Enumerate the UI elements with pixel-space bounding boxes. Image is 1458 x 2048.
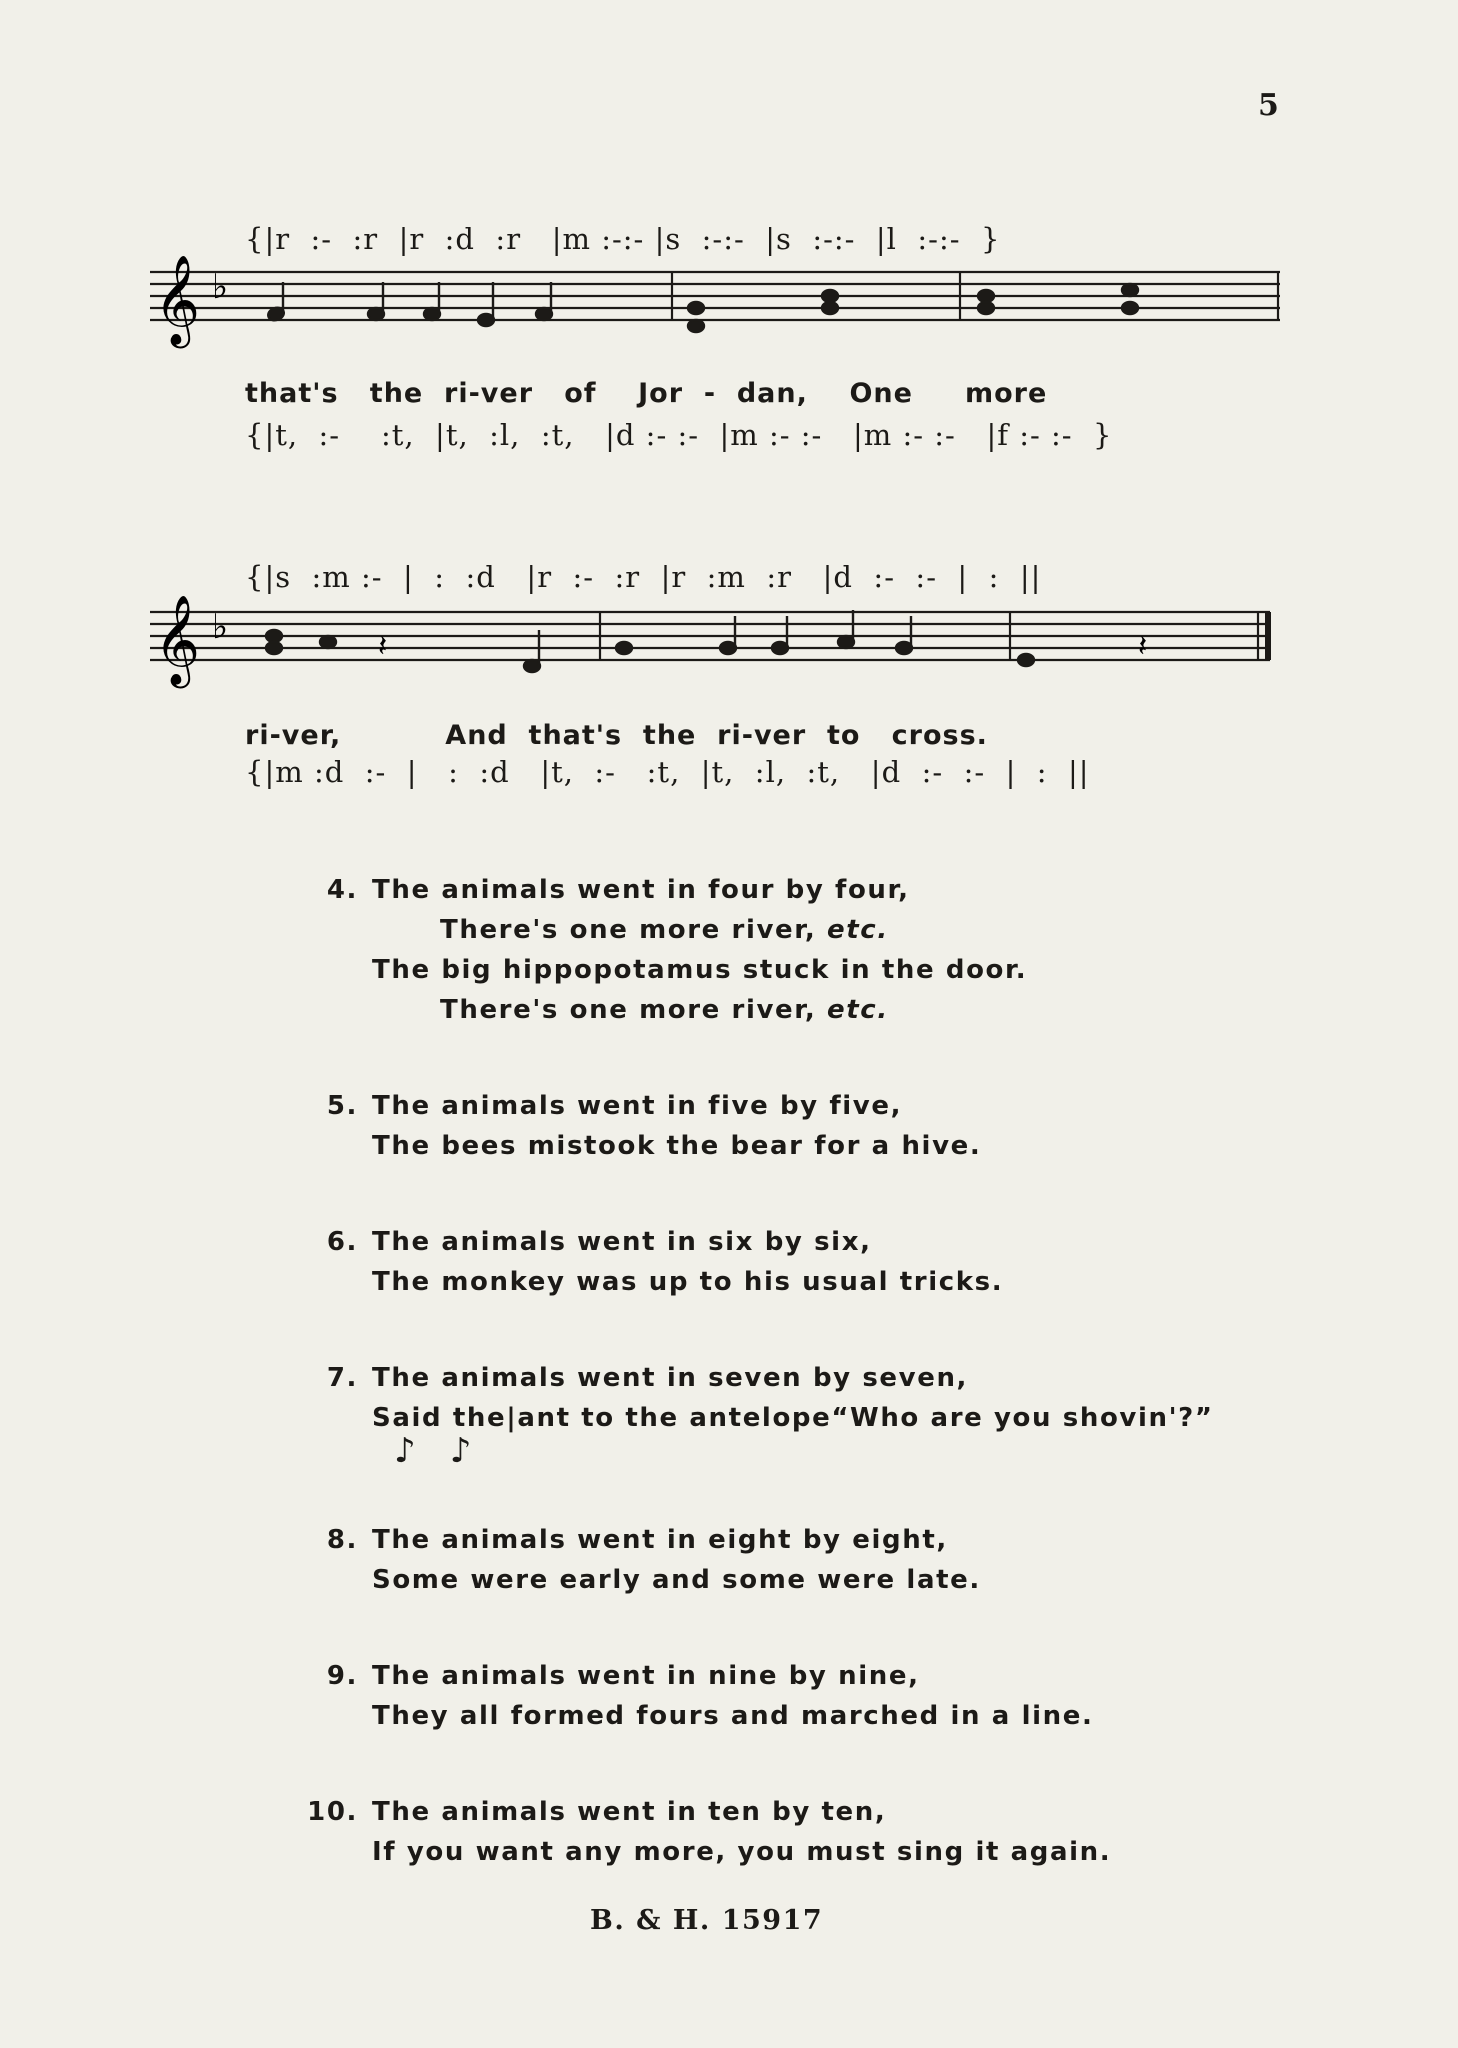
verse-line: The animals went in ten by ten, [372,1797,887,1827]
verse-number: 6. [326,1227,358,1257]
verse-5 [290,1086,1290,1166]
verse-line: The bees mistook the bear for a hive. [372,1131,982,1161]
verse-4 [290,870,1290,1030]
verse-line: The animals went in six by six, [372,1227,872,1257]
eighth-notes-icon: ♪♪ [394,1431,506,1471]
verse-line: The animals went in four by four, [372,875,910,905]
solfa-upper-2: {|s :m :- | : :d |r :- :r |r :m :r |d :- :- | : || [245,560,1042,594]
verse-number: 7. [326,1363,358,1393]
verse-line: Said the|ant to the antelope“Who are you shovin'?” [372,1403,1214,1433]
etc-text: etc. [827,995,889,1025]
refrain-line: There's one more river, [440,915,817,945]
flat-key-signature-icon: ♭ [212,267,229,307]
solfa-upper-1: {|r :- :r |r :d :r |m :-:- |s :-:- |s :-:- |l :-:- } [245,222,1001,256]
verse-line: They all formed fours and marched in a line. [372,1701,1094,1731]
verse-9 [290,1656,1290,1736]
verse-line: Some were early and some were late. [372,1565,981,1595]
verse-line: The monkey was up to his usual tricks. [372,1267,1004,1297]
verse-10 [290,1792,1290,1872]
refrain-line: There's one more river, [440,995,817,1025]
verse-line: The animals went in nine by nine, [372,1661,920,1691]
solfa-lower-1: {|t, :- :t, |t, :l, :t, |d :- :- |m :- :- |m :- :- |f :- :- } [245,418,1113,452]
verse-number: 10. [307,1797,358,1827]
treble-clef-icon: 𝄞 [154,255,201,345]
music-staff-2 [150,580,1290,720]
verse-number: 8. [326,1525,358,1555]
verse-line: The big hippopotamus stuck in the door. [372,955,1028,985]
verses [290,870,1290,1928]
page-number: 5 [1258,88,1279,123]
flat-key-signature-icon: ♭ [212,607,229,647]
verse-line: The animals went in eight by eight, [372,1525,948,1555]
verse-line: If you want any more, you must sing it again. [372,1837,1112,1867]
verse-number: 4. [326,875,358,905]
verse-number: 5. [326,1091,358,1121]
verse-line: The animals went in five by five, [372,1091,903,1121]
treble-clef-icon: 𝄞 [154,595,201,685]
solfa-lower-2: {|m :d :- | : :d |t, :- :t, |t, :l, :t, |d :- :- | : || [245,755,1090,789]
lyrics-line-1: that's the ri-ver of Jor - dan, One more [245,378,1048,409]
etc-text: etc. [827,915,889,945]
verse-line: The animals went in seven by seven, [372,1363,969,1393]
catalog-number: B. & H. 15917 [590,1905,824,1936]
verse-number: 9. [326,1661,358,1691]
lyrics-line-2: ri-ver, And that's the ri-ver to cross. [245,720,988,751]
music-staff-1 [150,240,1290,380]
quarter-rest-icon: 𝄽 [378,629,388,664]
verse-7 [290,1358,1290,1471]
verse-6 [290,1222,1290,1302]
quarter-rest-icon: 𝄽 [1138,629,1148,664]
verse-8 [290,1520,1290,1600]
